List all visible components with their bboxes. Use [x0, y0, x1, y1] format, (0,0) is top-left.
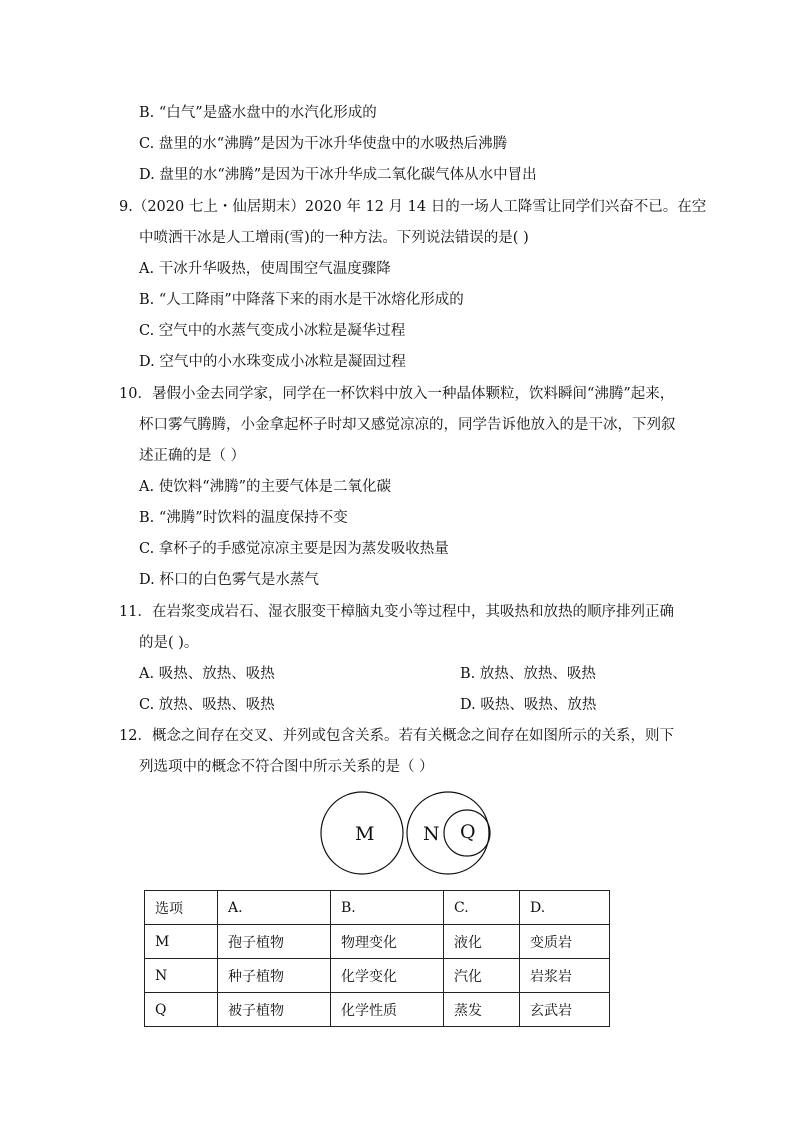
table-cell: 岩浆岩: [520, 959, 610, 993]
table-row: [145, 925, 610, 959]
table-cell: M: [145, 925, 218, 959]
table-cell: 孢子植物: [218, 925, 331, 959]
q11-option-a: A. 吸热、放热、吸热: [139, 666, 275, 682]
venn-label-q: Q: [460, 821, 476, 843]
q12-stem-line-2: 列选项中的概念不符合图中所示关系的是（ ）: [139, 759, 434, 775]
table-cell: 化学性质: [331, 993, 444, 1027]
q12-stem-line-1: 12．概念之间存在交叉、并列或包含关系。若有关概念之间存在如图所示的关系，则下: [119, 728, 674, 744]
venn-label-n: N: [423, 823, 440, 845]
table-cell: 种子植物: [218, 959, 331, 993]
table-header-cell: D.: [520, 891, 610, 925]
q11-stem-line-1: 11．在岩浆变成岩石、湿衣服变干樟脑丸变小等过程中，其吸热和放热的顺序排列正确: [119, 604, 674, 620]
q10-stem-line-3: 述正确的是（ ）: [139, 448, 246, 464]
table-header-cell: 选项: [145, 891, 218, 925]
q10-option-a: A. 使饮料“沸腾”的主要气体是二氧化碳: [139, 479, 392, 495]
table-header-cell: A.: [218, 891, 331, 925]
q11-option-b: B. 放热、放热、吸热: [460, 666, 596, 682]
q12-options-table: [144, 890, 610, 1027]
table-header-cell: C.: [444, 891, 520, 925]
q10-option-b: B. “沸腾”时饮料的温度保持不变: [139, 510, 348, 526]
q8-option-d: D. 盘里的水“沸腾”是因为干冰升华成二氧化碳气体从水中冒出: [139, 167, 537, 183]
table-cell: Q: [145, 993, 218, 1027]
table-row: [145, 993, 610, 1027]
table-header-cell: B.: [331, 891, 444, 925]
table-cell: N: [145, 959, 218, 993]
q10-option-d: D. 杯口的白色雾气是水蒸气: [139, 572, 319, 588]
q9-option-b: B. “人工降雨”中降落下来的雨水是干冰熔化形成的: [139, 292, 464, 308]
table-cell: 被子植物: [218, 993, 331, 1027]
table-cell: 蒸发: [444, 993, 520, 1027]
q10-option-c: C. 拿杯子的手感觉凉凉主要是因为蒸发吸收热量: [139, 541, 449, 557]
q11-option-c: C. 放热、吸热、吸热: [139, 697, 275, 713]
circle-n: [407, 792, 489, 874]
q8-option-c: C. 盘里的水“沸腾”是因为干冰升华使盘中的水吸热后沸腾: [139, 136, 508, 152]
venn-diagram: [318, 786, 494, 882]
q9-option-c: C. 空气中的水蒸气变成小冰粒是凝华过程: [139, 323, 406, 339]
q10-stem-line-2: 杯口雾气腾腾，小金拿起杯子时却又感觉凉凉的，同学告诉他放入的是干冰，下列叙: [139, 417, 676, 433]
table-cell: 化学变化: [331, 959, 444, 993]
q9-option-a: A. 干冰升华吸热，使周围空气温度骤降: [139, 261, 391, 277]
q11-stem-line-2: 的是( )。: [139, 635, 199, 651]
venn-label-m: M: [355, 823, 375, 845]
table-cell: 变质岩: [520, 925, 610, 959]
q9-stem-line-2: 中喷洒干冰是人工增雨(雪)的一种方法。下列说法错误的是( ): [139, 230, 529, 246]
table-cell: 玄武岩: [520, 993, 610, 1027]
q9-option-d: D. 空气中的小水珠变成小冰粒是凝固过程: [139, 354, 406, 370]
table-header-row: [145, 891, 610, 925]
table-row: [145, 959, 610, 993]
table-cell: 汽化: [444, 959, 520, 993]
q11-option-d: D. 吸热、吸热、放热: [460, 697, 597, 713]
q10-stem-line-1: 10．暑假小金去同学家，同学在一杯饮料中放入一种晶体颗粒，饮料瞬间“沸腾”起来，: [119, 386, 675, 402]
q9-stem-line-1: 9.（2020 七上・仙居期末）2020 年 12 月 14 日的一场人工降雪让同学们兴奋不已。在空: [119, 199, 707, 215]
table-cell: 物理变化: [331, 925, 444, 959]
table-cell: 液化: [444, 925, 520, 959]
q8-option-b: B. “白气”是盛水盘中的水汽化形成的: [139, 105, 377, 121]
